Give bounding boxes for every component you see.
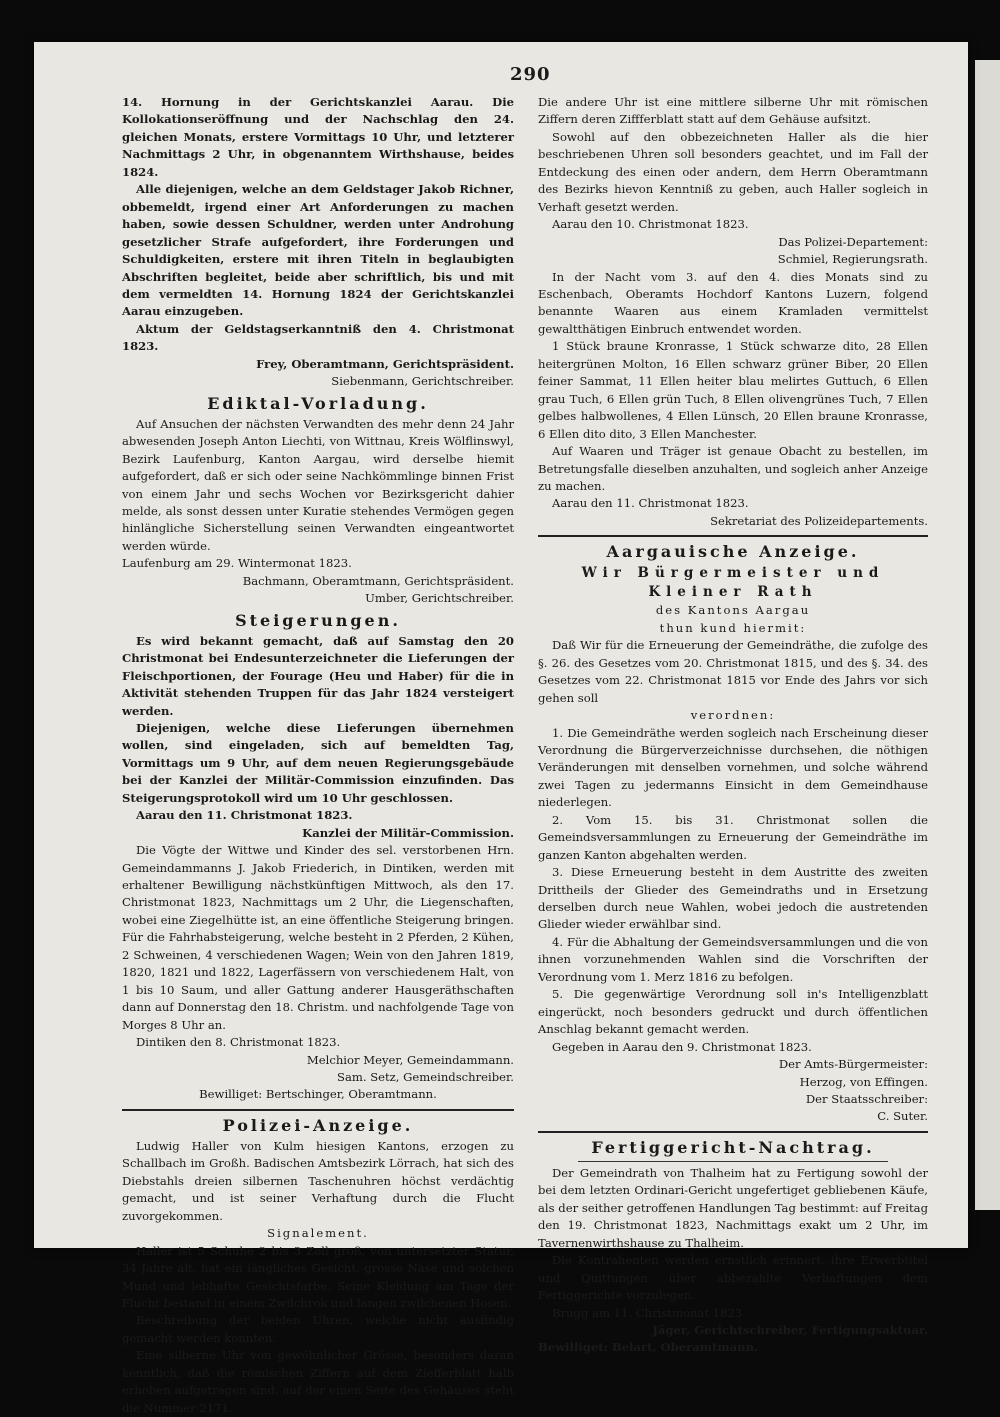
page-number: 290	[510, 64, 551, 85]
paragraph: Ludwig Haller von Kulm hiesigen Kantons, erzogen zu Schallbach im Großh. Badischen Amtsbezirk Lörrach, hat sich des Diebstahls dreien silbernen Taschenuhren höchst verdächtig gemacht, und ist seiner Verhaftung durch die Flucht zuvorgekommen.	[122, 1138, 514, 1223]
paragraph: Haller ist 5 Schuhe 2 bis 3 Zoll groß, von untersetzter Statur, 34 Jahre alt, hat ein längliches Gesicht, grosse Nase und solchen Mund und lebhafte Gesichtsfarbe. Seine Kleidung am Tage der Flucht bestand in einem Zwilchrok und langen zwilchenen Hosen.	[122, 1243, 514, 1310]
paragraph: Aktum der Geldstagserkanntniß den 4. Christmonat 1823.	[122, 321, 514, 354]
decree-title: Wir Bürgermeister und Kleiner Rath	[581, 565, 885, 601]
section-heading-steigerungen: Steigerungen.	[235, 610, 401, 630]
paragraph: Sowohl auf den obbezeichneten Haller als die hier beschriebenen Uhren soll besonders geachtet, und im Fall der Entdeckung des einen oder andern, dem Herrn Oberamtmann des Bezirks hievon Kenntniß zu geben, auch Haller sogleich in Verhaft gesetzt werden.	[538, 129, 928, 214]
paragraph: Der Gemeindrath von Thalheim hat zu Fertigung sowohl der bei dem letzten Ordinari-Gericht ungefertiget gebliebenen Käufe, als der seither getroffenen Handlungen Tag bestimmt: auf Freitag den 19. Christmonat 1823, Nachmittags exakt um 2 Uhr, im Tavernenwirthshause zu Thalheim.	[538, 1165, 928, 1250]
signature: Siebenmann, Gerichtschreiber.	[331, 374, 514, 389]
signature: Schmiel, Regierungsrath.	[777, 252, 928, 267]
date-line: Aarau den 11. Christmonat 1823.	[552, 496, 749, 511]
paragraph: Es wird bekannt gemacht, daß auf Samstag den 20 Christmonat bei Endesunterzeichneter die Lieferungen der Fleischportionen, der Fourage (Heu und Haber) für die in Aktivität stehenden Truppen für das Jahr 1824 versteigert werden.	[122, 633, 514, 718]
signature: Jäger, Gerichtschreiber, Fertigungsaktuar.	[652, 1323, 928, 1337]
paragraph: 1 Stück braune Kronrasse, 1 Stück schwarze dito, 28 Ellen heitergrünen Molton, 16 Ellen schwarz grüner Biber, 20 Ellen feiner Sammat, 11 Ellen heiter blau melirtes Guttuch, 6 Ellen grau Tuch, 6 Ellen grün Tuch, 8 Ellen olivengrünes Tuch, 7 Ellen gelbes halbwollenes, 4 Ellen Lünsch, 20 Ellen braune Kronrasse, 6 Ellen dito dito, 3 Ellen Manchester.	[538, 339, 928, 441]
signature: Sekretariat des Polizeidepartements.	[710, 513, 928, 528]
paragraph: Die Vögte der Wittwe und Kinder des sel. verstorbenen Hrn. Gemeindammanns J. Jakob Friederich, in Dintiken, werden mit erhaltener Bewilligung nächstkünftigen Mittwoch, als den 17. Christmonat 1823, Nachmittags um 2 Uhr, die Liegenschaften, wobei eine Ziegelhütte ist, an eine öffentliche Steigerung bringen. Für die Fahrhabsteigerung, welche besteht in 2 Pferden, 2 Kühen, 2 Schweinen, 4 verschiedenen Wagen; Wein von den Jahren 1819, 1820, 1821 und 1822, Lagerfässern von verschiedenem Halt, von 1 bis 10 Saum, und aller Gattung anderer Hausgeräthschaften dann auf Donnerstag den 18. Christm. und nachfolgende Tage von Morges 8 Uhr an.	[122, 843, 514, 1032]
section-heading-aargauische: Aargauische Anzeige.	[606, 542, 860, 562]
signature: Frey, Oberamtmann, Gerichtspräsident.	[256, 356, 514, 371]
paragraph: Die Kontrahenten werden ernstlich erinnert, ihre Erwerbtitel und Quittungen über abbezahlte Verhaftungen dem Fertiggerichte vorzulegen.	[538, 1253, 928, 1303]
signature: Herzog, von Effingen.	[799, 1074, 928, 1089]
signature: Bewilliget: Belart, Oberamtmann.	[538, 1340, 759, 1355]
newspaper-page	[34, 42, 968, 1415]
date-line: Aarau den 11. Christmonat 1823.	[136, 808, 353, 823]
paragraph: Daß Wir für die Erneuerung der Gemeindräthe, die zufolge des §. 26. des Gesetzes vom 20. Christmonat 1815, und des §. 34. des Gesetzes vom 22. Christmonat 1815 vor Ende des Jahrs vor sich gehen soll	[538, 638, 928, 705]
divider	[538, 535, 928, 537]
left-column	[122, 94, 514, 1417]
right-column	[538, 94, 928, 1357]
paragraph: In der Nacht vom 3. auf den 4. dies Monats sind zu Eschenbach, Oberamts Hochdorf Kantons Luzern, folgend benannte Waaren aus einem Kramladen vermittelst gewaltthätigen Einbruch entwendet worden.	[538, 269, 928, 336]
signature: Kanzlei der Militär-Commission.	[302, 825, 514, 840]
list-item: 3. Diese Erneuerung besteht in dem Austritte des zweiten Drittheils der Glieder des Gemeindraths und in Ersetzung derselben durch neue Wahlen, wobei jedoch die austretenden Glieder wieder erwählbar sind.	[538, 865, 928, 932]
date-line: Aarau den 10. Christmonat 1823.	[552, 217, 749, 232]
signature: Das Polizei-Departement:	[778, 234, 928, 249]
date-line: Gegeben in Aarau den 9. Christmonat 1823.	[552, 1039, 812, 1054]
signature: Melchior Meyer, Gemeindammann.	[306, 1052, 514, 1067]
divider	[578, 1161, 888, 1162]
section-heading-ediktal: Ediktal-Vorladung.	[207, 393, 429, 413]
decree-subtitle: thun kund hiermit:	[659, 620, 807, 635]
subheading-signalement: Signalement.	[267, 1226, 369, 1241]
signature: Sam. Setz, Gemeindschreiber.	[337, 1070, 514, 1085]
signature: Der Amts-Bürgermeister:	[778, 1057, 928, 1072]
paragraph: Beschreibung der beiden Uhren, welche nicht ausfindig gemacht werden konnten.	[122, 1313, 514, 1345]
section-heading-fertiggericht: Fertiggericht-Nachtrag.	[591, 1137, 875, 1157]
signature: Bewilliget: Bertschinger, Oberamtmann.	[199, 1087, 437, 1102]
signature: Bachmann, Oberamtmann, Gerichtspräsident.	[242, 573, 514, 588]
date-line: Brugg am 11. Christmonat 1823.	[552, 1305, 746, 1320]
paragraph: Eine silberne Uhr von gewöhnlicher Grösse, besonders daran kenntlich, daß die römischen Ziffern auf dem Ziefferblatt halb erhoben aufgetragen sind, auf der einen Seite des Gehäuses steht die Nummer 2171.	[122, 1348, 514, 1415]
subheading-verordnen: verordnen:	[690, 708, 776, 723]
section-heading-polizei: Polizei-Anzeige.	[222, 1115, 414, 1135]
paragraph: 14. Hornung in der Gerichtskanzlei Aarau. Die Kollokationseröffnung und der Nachschlag den 24. gleichen Monats, erstere Vormittags 10 Uhr, und letzterer Nachmittags 2 Uhr, in obgenanntem Wirthshause, beides 1824.	[122, 95, 514, 179]
divider	[538, 1131, 928, 1133]
paragraph: Auf Ansuchen der nächsten Verwandten des mehr denn 24 Jahr abwesenden Joseph Anton Liechti, von Wittnau, Kreis Wölflinswyl, Bezirk Laufenburg, Kanton Aargau, wird derselbe hiemit aufgefordert, daß er sich oder seine Nachkömmlinge binnen Frist von einem Jahr und sechs Wochen vor Bezirksgericht dahier melde, als sonst dessen unter Kuratie stehendes Vermögen gegen hinlängliche Sicherstellung seinen Verwandten eingeantwortet werden würde.	[122, 416, 514, 553]
date-line: Dintiken den 8. Christmonat 1823.	[136, 1035, 341, 1050]
signature: Umber, Gerichtschreiber.	[365, 591, 514, 606]
list-item: 4. Für die Abhaltung der Gemeindsversammlungen und die von ihnen vorzunehmenden Wahlen sind die Vorschriften der Verordnung vom 1. Merz 1816 zu befolgen.	[538, 934, 928, 984]
paragraph: Auf Waaren und Träger ist genaue Obacht zu bestellen, im Betretungsfalle dieselben anzuhalten, und sogleich anher Anzeige zu machen.	[538, 444, 928, 493]
adjacent-page-edge	[975, 60, 1000, 1210]
paragraph: Die andere Uhr ist eine mittlere silberne Uhr mit römischen Ziffern deren Ziffferblatt statt auf dem Gehäuse aufsitzt.	[538, 95, 928, 127]
divider	[122, 1109, 514, 1111]
date-line: Laufenburg am 29. Wintermonat 1823.	[122, 556, 352, 571]
signature: Der Staatsschreiber:	[805, 1092, 928, 1107]
paragraph: Alle diejenigen, welche an dem Geldstager Jakob Richner, obbemeldt, irgend einer Art Anforderungen zu machen haben, sowie dessen Schuldner, werden unter Androhung gesetzlicher Strafe aufgefordert, ihre Forderungen und Schuldigkeiten, erstere mit ihren Titeln in beglaubigten Abschriften begleitet, beide aber schriftlich, bis und mit dem vermeldten 14. Hornung 1824 der Gerichtskanzlei Aarau einzugeben.	[122, 182, 514, 319]
list-item: 2. Vom 15. bis 31. Christmonat sollen die Gemeindsversammlungen zu Erneuerung der Gemeindräthe im ganzen Kanton abgehalten werden.	[538, 812, 928, 862]
signature: C. Suter.	[877, 1109, 928, 1124]
list-item: 5. Die gegenwärtige Verordnung soll in's Intelligenzblatt eingerückt, noch besonders gedruckt und durch öffentlichen Anschlag bekannt gemacht werden.	[538, 987, 928, 1037]
list-item: 1. Die Gemeindräthe werden sogleich nach Erscheinung dieser Verordnung die Bürgerverzeichnisse durchsehen, die nöthigen Veränderungen mit denselben vornehmen, und solche während zwei Tagen zu jedermanns Einsicht in dem Gemeindhause niederlegen.	[538, 725, 928, 810]
paragraph: Diejenigen, welche diese Lieferungen übernehmen wollen, sind eingeladen, sich auf bemeldten Tag, Vormittags um 9 Uhr, auf dem neuen Regierungsgebäude bei der Kanzlei der Militär-Commission einzufinden. Das Steigerungsprotokoll wird um 10 Uhr geschlossen.	[122, 720, 514, 805]
decree-subtitle: des Kantons Aargau	[655, 603, 811, 618]
